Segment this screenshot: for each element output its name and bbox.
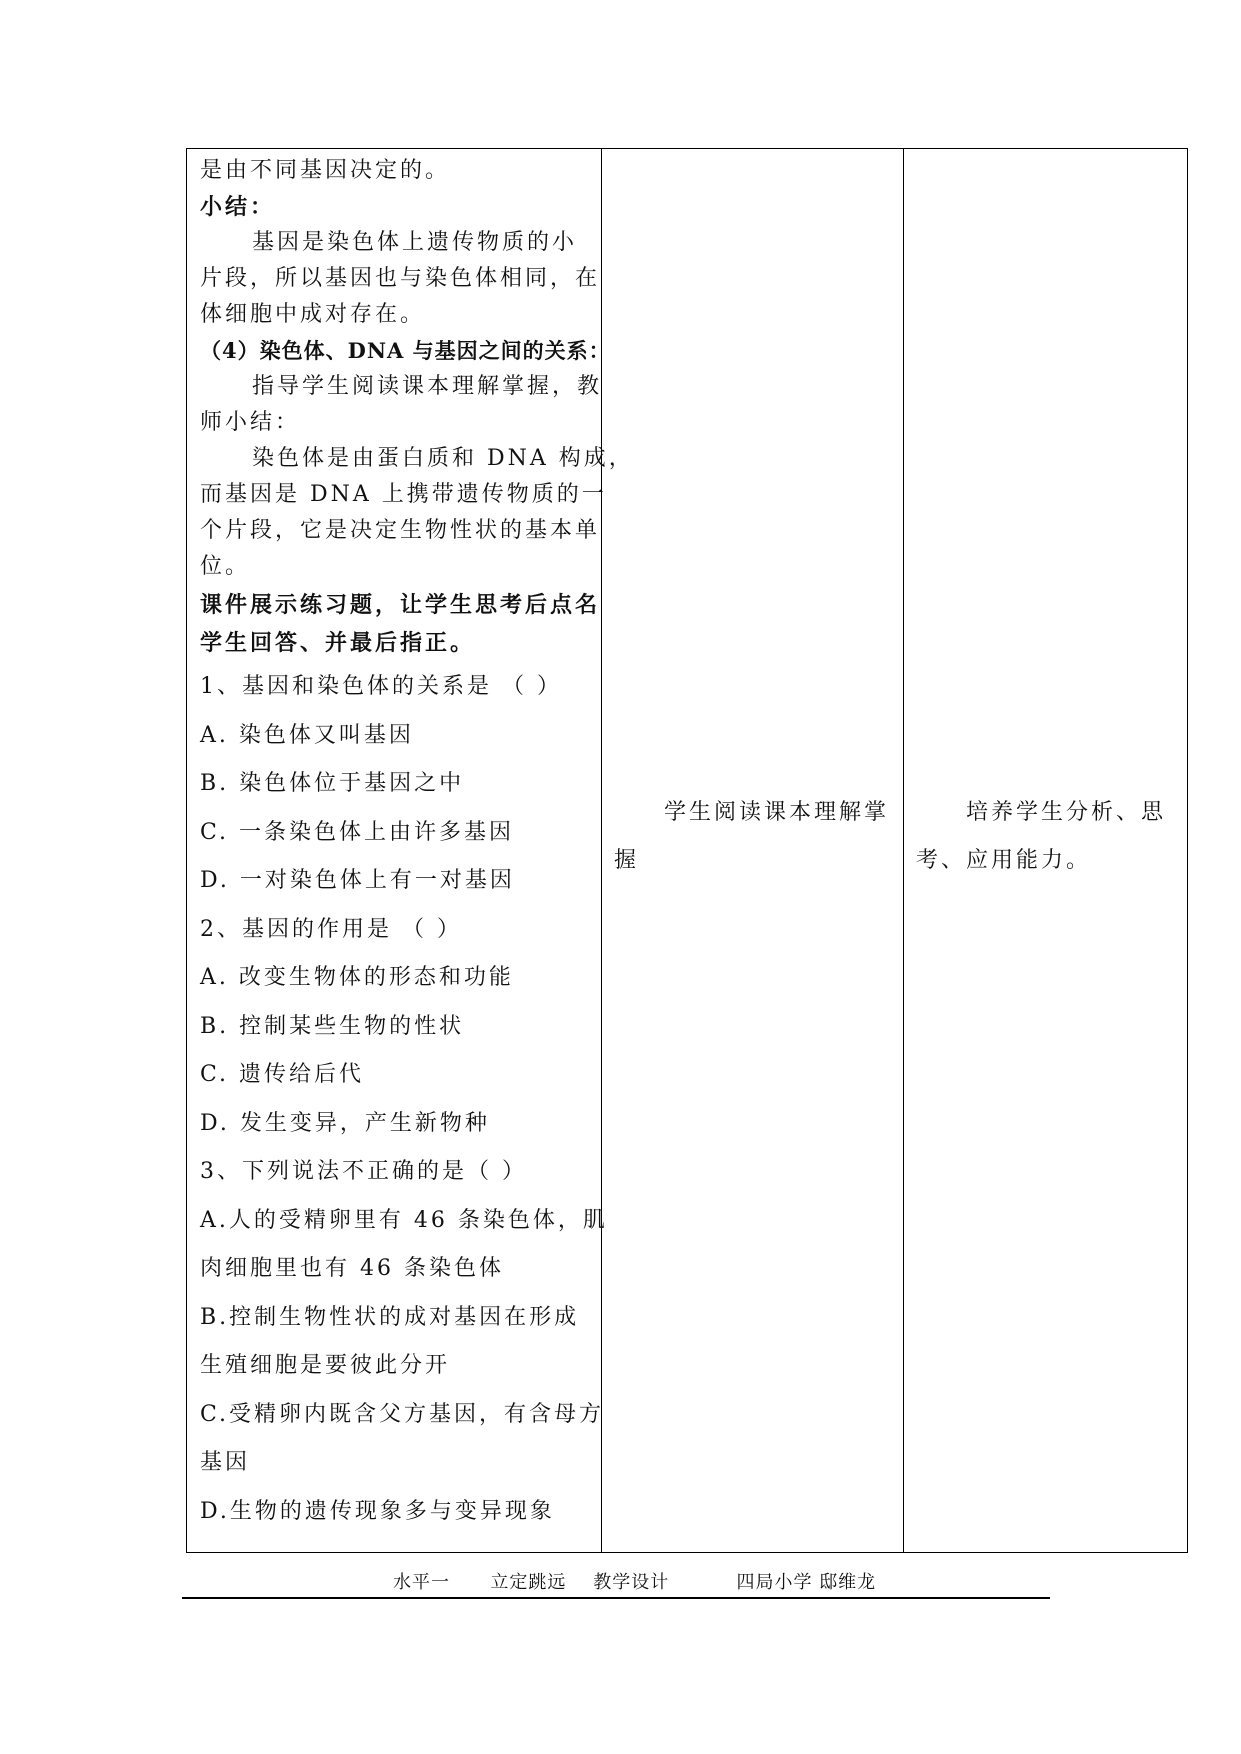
option-line: 生殖细胞是要彼此分开 xyxy=(200,1353,451,1378)
option-line: B. 控制某些生物的性状 xyxy=(200,1013,465,1039)
option-line: C. 遗传给后代 xyxy=(200,1062,365,1087)
content-line: 是由不同基因决定的。 xyxy=(200,158,451,183)
content-line: 而基因是 DNA 上携带遗传物质的一 xyxy=(200,482,607,507)
option-line: C. 一条染色体上由许多基因 xyxy=(200,819,515,845)
summary-heading: 小结： xyxy=(200,194,276,220)
page-footer xyxy=(393,1568,876,1594)
option-line: A.人的受精卵里有 46 条染色体，肌 xyxy=(200,1207,608,1233)
footer-topic: 立定跳远 xyxy=(490,1572,567,1593)
lesson-plan-table xyxy=(186,148,1188,1553)
footer-rule xyxy=(182,1597,1050,1599)
option-line: B. 染色体位于基因之中 xyxy=(200,771,465,796)
section-heading: （4）染色体、DNA 与基因之间的关系： xyxy=(200,338,611,363)
option-line: D.生物的遗传现象多与变异现象 xyxy=(200,1498,555,1524)
option-line: 肉细胞里也有 46 条染色体 xyxy=(200,1256,504,1281)
question-line: 2、基因的作用是 （ ） xyxy=(200,916,462,942)
content-line: 基因是染色体上遗传物质的小 xyxy=(252,230,578,255)
option-line: D. 发生变异，产生新物种 xyxy=(200,1110,490,1136)
content-line: 指导学生阅读课本理解掌握，教 xyxy=(252,374,603,399)
option-line: B.控制生物性状的成对基因在形成 xyxy=(200,1304,580,1330)
student-activity-text: 学生阅读课本理解掌握 xyxy=(614,800,890,873)
teaching-content-cell xyxy=(187,149,634,1552)
content-line: 体细胞中成对存在。 xyxy=(200,302,426,327)
student-activity-cell xyxy=(602,149,904,1552)
content-line: 师小结： xyxy=(200,410,301,435)
design-intent-text: 培养学生分析、思考、应用能力。 xyxy=(916,800,1167,873)
question-line: 3、下列说法不正确的是（ ） xyxy=(200,1159,527,1184)
option-line: D. 一对染色体上有一对基因 xyxy=(200,868,515,893)
option-line: C.受精卵内既含父方基因，有含母方 xyxy=(200,1401,605,1427)
content-line: 染色体是由蛋白质和 DNA 构成， xyxy=(252,446,634,471)
footer-doc-type: 教学设计 xyxy=(593,1572,670,1593)
content-line: 片段，所以基因也与染色体相同，在 xyxy=(200,266,601,291)
option-line: 基因 xyxy=(200,1450,251,1475)
exercise-intro-line: 课件展示练习题，让学生思考后点名 xyxy=(200,592,601,618)
option-line: A. 改变生物体的形态和功能 xyxy=(200,965,514,990)
footer-author: 四局小学 邸维龙 xyxy=(736,1572,877,1593)
footer-level: 水平一 xyxy=(393,1572,450,1593)
question-line: 1、基因和染色体的关系是 （ ） xyxy=(200,674,562,699)
design-intent-cell xyxy=(904,149,1187,1552)
exercise-intro-line: 学生回答、并最后指正。 xyxy=(200,630,476,656)
content-line: 个片段，它是决定生物性状的基本单 xyxy=(200,518,601,543)
content-line: 位。 xyxy=(200,554,251,579)
option-line: A. 染色体又叫基因 xyxy=(200,722,414,748)
